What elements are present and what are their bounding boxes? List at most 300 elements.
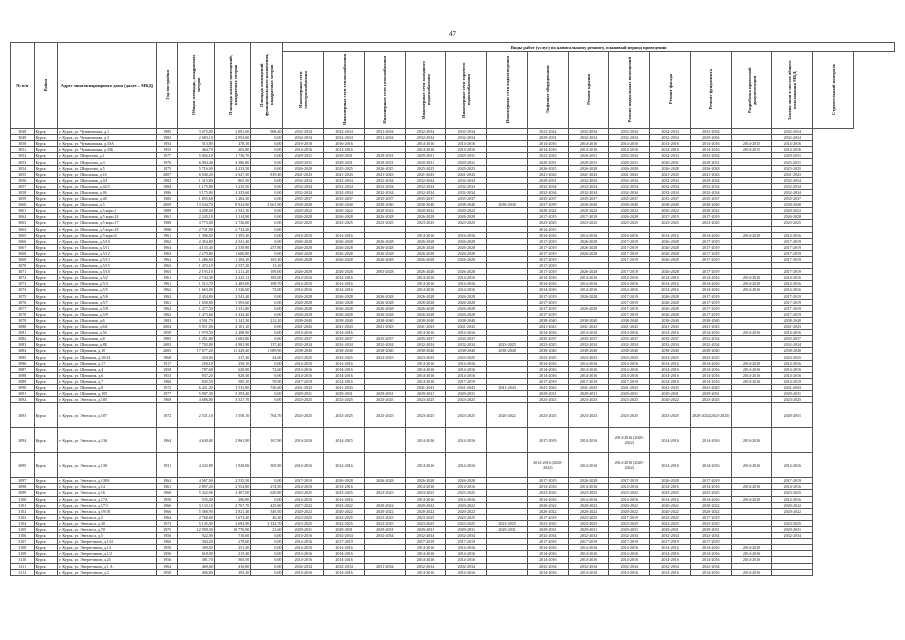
table-cell: 1962 xyxy=(156,305,177,311)
table-cell: Курск xyxy=(34,533,58,539)
table-cell: 2014-2016 xyxy=(324,378,365,384)
table-cell: 286,80 xyxy=(214,496,250,502)
table-cell: Курск xyxy=(34,539,58,545)
table-cell: 2023-2025 xyxy=(568,520,609,526)
table-cell: 2023-2025 xyxy=(405,220,446,226)
table-cell: 845,50 xyxy=(178,378,214,384)
table-cell: 2023-2025 xyxy=(650,403,691,428)
table-cell: 2029-2031 xyxy=(527,526,568,532)
table-cell: 3108 xyxy=(11,545,35,551)
table-cell: 2020-2022 xyxy=(609,502,650,508)
table-cell: 2041-2043 xyxy=(650,384,691,390)
table-cell: 2023-2022 xyxy=(324,502,365,508)
table-cell: 2017-2019 xyxy=(690,311,731,317)
table-cell: 0,00 xyxy=(251,147,283,153)
table-cell: 2 554,80 xyxy=(214,484,250,490)
table-cell: 1 979,50 xyxy=(178,330,214,336)
table-cell: г. Курск, ул. Энгельса, д.136 xyxy=(58,428,157,453)
table-cell: 2014-2016 xyxy=(527,569,568,575)
table-cell: Курск xyxy=(34,453,58,478)
table-cell: 2023-2025 xyxy=(364,403,405,428)
table-cell: 2023-2025 xyxy=(690,490,731,496)
table-cell: 2014-2016 xyxy=(405,484,446,490)
table-cell: Курск xyxy=(34,508,58,514)
table-cell: Курск xyxy=(34,256,58,262)
table-cell: 3094 xyxy=(11,428,35,453)
table-cell: 1962 xyxy=(156,287,177,293)
table-cell: 1958 xyxy=(156,569,177,575)
table-cell: 2026-2028 xyxy=(446,478,487,484)
table-cell: 2032-2034 xyxy=(405,177,446,183)
table-cell: 2014-2016 xyxy=(609,281,650,287)
table-cell: Курск xyxy=(34,177,58,183)
table-cell: 0,00 xyxy=(251,226,283,232)
table-cell: 1956 xyxy=(156,557,177,563)
table-cell: 2014-2016 xyxy=(405,378,446,384)
table-cell: 2020-2022 xyxy=(324,508,365,514)
table-cell: 2014-2016 xyxy=(568,453,609,478)
table-cell: 2014-2016 xyxy=(609,330,650,336)
table-cell: 2017-2019 xyxy=(405,539,446,545)
table-cell: Курск xyxy=(34,391,58,397)
table-cell: 2014-2016 xyxy=(527,360,568,366)
table-cell: 3074 xyxy=(11,287,35,293)
table-cell: г. Курск, ул. Энгельса, д.5 xyxy=(58,533,157,539)
table-cell: г. Курск, ул. Щепкина, д.4 xyxy=(58,366,157,372)
table-cell: 2017-2019 xyxy=(609,238,650,244)
table-cell: 2020-2031 xyxy=(568,159,609,165)
table-cell: 3068 xyxy=(11,250,35,256)
table-cell: 2023-2025 xyxy=(364,514,405,520)
table-cell: 2023-2025 xyxy=(650,490,691,496)
table-cell: 2017-2019 xyxy=(690,244,731,250)
header-col-10: Лифтовое оборудование xyxy=(527,52,568,129)
table-cell: г. Курск, ул. Энергетиков, д.1/2 xyxy=(58,551,157,557)
table-cell: г. Курск, ул. Энергетиков, д.1 А xyxy=(58,563,157,569)
table-cell: 2023-2025 xyxy=(690,220,731,226)
table-cell: Курск xyxy=(34,557,58,563)
table-cell: 0,00 xyxy=(251,196,283,202)
table-cell: 2026-2028 xyxy=(446,256,487,262)
table-cell: 2026-2025 xyxy=(527,165,568,171)
repair-schedule-table xyxy=(10,42,895,576)
table-cell: 2026-2028 xyxy=(364,244,405,250)
table-cell: 2014-2016 xyxy=(650,275,691,281)
table-cell: 2014-2016 xyxy=(527,496,568,502)
table-cell: 2026-2028 xyxy=(568,305,609,311)
table-cell: 2022-2023 xyxy=(527,153,568,159)
table-cell: 3048 xyxy=(11,129,35,135)
table-cell: г. Курск, ул. Школьная, д.16 xyxy=(58,171,157,177)
table-cell: 2035-2037 xyxy=(446,196,487,202)
table-cell: 274,50 xyxy=(251,484,283,490)
table-cell: 2020-2022 xyxy=(568,502,609,508)
table-cell: 3081 xyxy=(11,330,35,336)
table-cell: 2023-2025 xyxy=(527,342,568,348)
table-cell: 3058 xyxy=(11,189,35,195)
table-cell: 305,50 xyxy=(214,557,250,563)
header-col-17: Строительный контроль xyxy=(813,52,854,129)
table-cell: 2014-2016 xyxy=(650,557,691,563)
table-cell: 2014-2016 xyxy=(731,484,772,490)
table-cell: 2017-2022 xyxy=(283,502,324,508)
table-cell: 2026-2028 xyxy=(324,293,365,299)
table-cell: 2029-2031 xyxy=(527,135,568,141)
table-cell: 3104 xyxy=(11,520,35,526)
table-cell: 2026-2028 xyxy=(324,244,365,250)
table-cell: 2023-2025 xyxy=(364,490,405,496)
table-cell: 2014-2016 xyxy=(772,372,813,378)
table-cell: 2032-2034 xyxy=(609,135,650,141)
table-cell: 5 393,40 xyxy=(214,391,250,397)
table-cell: 2026-2028 xyxy=(405,299,446,305)
table-cell: 2023-2025 xyxy=(772,520,813,526)
table-cell: 2029-2031 xyxy=(446,526,487,532)
table-cell: 2032-2034 xyxy=(527,533,568,539)
table-cell: 2038-2040 xyxy=(772,317,813,323)
table-cell: 2032-2034 xyxy=(283,177,324,183)
table-cell: 3060 xyxy=(11,202,35,208)
table-cell: 2025-2025 xyxy=(772,165,813,171)
table-cell: 1956 xyxy=(156,533,177,539)
table-cell: 620,80 xyxy=(251,490,283,496)
table-cell: 2026-2028 xyxy=(324,238,365,244)
table-cell: 1 286,60 xyxy=(178,256,214,262)
table-cell: г. Курск, ул. Чумаковская, д.3 xyxy=(58,135,157,141)
table-cell: 2017-2019 xyxy=(446,539,487,545)
table-cell: 2032-2034 xyxy=(324,183,365,189)
table-cell: Курск xyxy=(34,397,58,403)
table-cell: 2038-2040 xyxy=(405,317,446,323)
table-cell: г. Курск, ул. Энгельса, д.16 xyxy=(58,490,157,496)
table-cell: 2017-2019 xyxy=(772,238,813,244)
table-cell: 2026-2025 xyxy=(364,165,405,171)
table-cell: г. Курск, ул. Энгельса, д.30 xyxy=(58,520,157,526)
table-cell: Курск xyxy=(34,250,58,256)
table-cell: 5 716,00 xyxy=(178,165,214,171)
table-cell: 2014-2016 xyxy=(650,453,691,478)
table-cell: 13,10 xyxy=(251,263,283,269)
table-cell: 2032-2034 xyxy=(446,177,487,183)
table-cell: 0,00 xyxy=(251,478,283,484)
table-cell: 2038-2040 xyxy=(527,348,568,354)
table-cell: 2017-2019 xyxy=(690,238,731,244)
table-cell: 2020-2022 xyxy=(364,208,405,214)
table-cell: 3084 xyxy=(11,348,35,354)
table-cell: 0,00 xyxy=(251,324,283,330)
table-cell: 2026-2028 xyxy=(690,165,731,171)
table-cell: 0,00 xyxy=(251,293,283,299)
table-cell: 2023-2025 xyxy=(364,397,405,403)
table-cell: 2014-2016 xyxy=(568,141,609,147)
table-cell: 2 731,90 xyxy=(178,226,214,232)
table-cell: 2041-2043 xyxy=(609,324,650,330)
table-cell: 2029-2031 xyxy=(283,159,324,165)
table-cell: 2 767,70 xyxy=(214,502,250,508)
table-cell: 2026-2028 xyxy=(283,293,324,299)
table-cell: 2026-2028 xyxy=(446,250,487,256)
table-cell: 2025-2031 xyxy=(772,159,813,165)
table-cell: Курск xyxy=(34,153,58,159)
table-cell: Курск xyxy=(34,496,58,502)
table-cell: 2020-2022 xyxy=(690,508,731,514)
table-cell: 968,40 xyxy=(251,129,283,135)
table-cell: г. Курск, ул. Школьная, д.5/7 xyxy=(58,299,157,305)
table-cell: 2023-2025 xyxy=(568,220,609,226)
table-cell: 2016-2016 xyxy=(446,232,487,238)
table-cell: 1968 xyxy=(156,490,177,496)
table-cell: 13 944,70 xyxy=(178,202,214,208)
table-cell: 2041-2043 xyxy=(690,324,731,330)
table-cell: 3107 xyxy=(11,539,35,545)
table-cell: 3097 xyxy=(11,478,35,484)
table-cell: 865,50 xyxy=(214,177,250,183)
table-cell: 2017-2019 xyxy=(609,269,650,275)
table-cell: 2032-2034 xyxy=(772,177,813,183)
table-cell: 369,50 xyxy=(178,545,214,551)
header-col-14: Ремонт фундамента xyxy=(690,52,731,129)
table-cell: Курск xyxy=(34,305,58,311)
table-cell: 2035-2037 xyxy=(405,336,446,342)
table-cell: 2032-2034 xyxy=(324,563,365,569)
table-cell: 2017-2019 xyxy=(527,263,568,269)
table-cell: 2 821,40 xyxy=(214,508,250,514)
table-cell: г. Курск, ул. Щепкина, д.6 xyxy=(58,372,157,378)
table-cell: 2032-2034 xyxy=(568,129,609,135)
table-cell: 2029-2031 xyxy=(772,391,813,397)
table-cell: 2026-2028 xyxy=(650,311,691,317)
table-cell: 2 539,80 xyxy=(214,244,250,250)
table-cell: 2014-2016 xyxy=(527,557,568,563)
table-cell: 2023-2025 xyxy=(527,354,568,360)
table-cell: 2014-2016 xyxy=(731,366,772,372)
table-cell: 2029-2031 xyxy=(772,153,813,159)
table-cell: 189,00 xyxy=(251,269,283,275)
table-cell: 2014-2016 xyxy=(568,569,609,575)
table-cell: Курск xyxy=(34,526,58,532)
table-cell: 2035-2037 xyxy=(650,336,691,342)
table-cell: 937,20 xyxy=(178,372,214,378)
table-cell: 3080 xyxy=(11,324,35,330)
table-cell: 1988 xyxy=(156,220,177,226)
table-cell: 2041-2043 xyxy=(487,384,528,390)
header-col-5: Инженерные сети теплоснабжения xyxy=(324,52,365,129)
table-cell: 2017-2019 xyxy=(527,250,568,256)
table-cell: 2 225,12 xyxy=(214,275,250,281)
table-cell: 2023-2025 xyxy=(405,354,446,360)
table-cell: 3 773,00 xyxy=(178,220,214,226)
table-cell: 2032-2034 xyxy=(283,135,324,141)
table-cell: г. Курск, ул. Школьная, д.5 корп.14 xyxy=(58,214,157,220)
table-cell: 2025-2025 xyxy=(446,165,487,171)
table-cell: г. Курск, ул. Школьная, д.5/16 xyxy=(58,269,157,275)
table-cell: 2017-2019 xyxy=(527,256,568,262)
table-cell: 3071 xyxy=(11,269,35,275)
table-cell: 7 702,80 xyxy=(178,342,214,348)
table-cell: 1955 xyxy=(156,147,177,153)
table-cell: 2017-2019 xyxy=(283,378,324,384)
table-cell: 1976 xyxy=(156,159,177,165)
table-cell: 2014-2016 xyxy=(731,281,772,287)
table-cell xyxy=(364,453,405,478)
table-cell: 1964 xyxy=(156,563,177,569)
table-cell: 2014-2016 (2020-2022) xyxy=(609,453,650,478)
table-cell: 2032-2034 xyxy=(324,342,365,348)
table-cell: 2014-2016 xyxy=(731,496,772,502)
table-cell: 2014-2016 xyxy=(405,281,446,287)
table-cell: 2020-2022 xyxy=(772,502,813,508)
table-cell: 4 208,00 xyxy=(178,208,214,214)
table-cell: 0,00 xyxy=(251,165,283,171)
table-cell: 2038-2040 xyxy=(487,202,528,208)
table-cell: 2032-2034 xyxy=(650,153,691,159)
table-cell: 2026-2028 xyxy=(364,250,405,256)
table-cell: 2014-2016 xyxy=(446,496,487,502)
table-cell: г. Курск, ул. Школьная, д.4/1 xyxy=(58,177,157,183)
table-cell: 2014-2016 xyxy=(527,366,568,372)
table-cell: г. Курск, ул. Школьная, д.48 xyxy=(58,196,157,202)
table-cell: 2032-2034 xyxy=(283,129,324,135)
table-cell: 2017-2019 xyxy=(527,238,568,244)
table-cell: 2023-2025 xyxy=(487,342,528,348)
table-cell: 3 133,10 xyxy=(178,502,214,508)
table-cell: 2017-2019 xyxy=(690,299,731,305)
table-cell: 2023-2025 xyxy=(324,520,365,526)
table-cell: 2014-2016 xyxy=(446,545,487,551)
table-cell: 2029-2031 xyxy=(650,526,691,532)
table-cell: 2032-2034 xyxy=(568,183,609,189)
table-cell: 2005 xyxy=(156,348,177,354)
table-cell: 3056 xyxy=(11,177,35,183)
table-cell: 2014-2016 xyxy=(609,360,650,366)
table-cell: Курск xyxy=(34,171,58,177)
table-cell: 2026-2028 xyxy=(364,238,405,244)
table-cell: 2041-2043 xyxy=(446,324,487,330)
table-cell: 3049 xyxy=(11,135,35,141)
table-cell: 2014-2016 xyxy=(446,275,487,281)
table-cell: 2020-2031 xyxy=(405,159,446,165)
table-cell: 381,70 xyxy=(178,557,214,563)
table-cell: 2017-2019 xyxy=(690,250,731,256)
table-cell: 2026-2028 xyxy=(568,244,609,250)
table-cell: 2023-2025 xyxy=(364,220,405,226)
table-cell: 2026-2028 xyxy=(283,256,324,262)
table-cell: 2029-2031 xyxy=(690,391,731,397)
table-cell: 2032-2034 xyxy=(690,129,731,135)
table-cell: 2023-2025 xyxy=(568,354,609,360)
table-cell: 2020-2022 xyxy=(650,397,691,403)
table-cell: 2029-2031 xyxy=(364,153,405,159)
header-col-13: Ремонт фасада xyxy=(650,52,691,129)
table-cell: 2014-2016 xyxy=(772,141,813,147)
table-cell: 2014-2016 xyxy=(446,281,487,287)
table-cell: 2026-2028 xyxy=(446,305,487,311)
table-cell: г. Курск, ул. Энгельса, д.2 xyxy=(58,514,157,520)
table-cell: 257,80 xyxy=(251,244,283,250)
table-cell: 2032-2034 xyxy=(609,533,650,539)
table-cell: 3051 xyxy=(11,147,35,153)
table-cell: Курск xyxy=(34,478,58,484)
table-cell: 2032-2034 xyxy=(650,189,691,195)
table-cell: 618,00 xyxy=(178,551,214,557)
table-cell: 2029-2031 xyxy=(650,391,691,397)
table-cell: 2026-2028 xyxy=(364,214,405,220)
table-cell: 1965 xyxy=(156,269,177,275)
table-cell: 2014-2016 xyxy=(405,545,446,551)
table-cell: 1985 xyxy=(156,196,177,202)
table-cell: 3057 xyxy=(11,183,35,189)
table-cell xyxy=(487,569,528,575)
table-cell: 1964 xyxy=(156,514,177,520)
table-cell: 2020-2022 xyxy=(487,403,528,428)
table-cell: 2017-2019 xyxy=(609,311,650,317)
table-cell: 1966 xyxy=(156,508,177,514)
table-cell: Курск xyxy=(34,189,58,195)
table-cell: 2020-2022 xyxy=(527,508,568,514)
table-cell: 513,80 xyxy=(178,141,214,147)
table-cell: 1959 xyxy=(156,330,177,336)
table-cell: 3091 xyxy=(11,391,35,397)
table-cell: 2026-2028 xyxy=(324,256,365,262)
table-cell: 2014-2016 xyxy=(446,484,487,490)
table-cell: 2041-2043 xyxy=(324,384,365,390)
table-cell: г. Курск, ул. Энгельса, д.138 xyxy=(58,453,157,478)
table-cell: 2026-2028 xyxy=(283,244,324,250)
table-cell: 2014-2016 xyxy=(609,484,650,490)
table-cell: 2014-2016 xyxy=(446,569,487,575)
table-cell: 2014-2016 xyxy=(405,360,446,366)
table-cell xyxy=(364,428,405,453)
table-cell: 2026-2028 xyxy=(283,165,324,171)
table-cell: г. Курск, ул. Щепкина, д.10 xyxy=(58,348,157,354)
table-cell: 2014-2016 xyxy=(690,330,731,336)
table-cell: 1988 xyxy=(156,226,177,232)
table-cell: г. Курск, ул. Щепкина, д.17 xyxy=(58,360,157,366)
table-cell: 1984 xyxy=(156,183,177,189)
table-cell: 3093 xyxy=(11,403,35,428)
table-cell: 2014-2016 xyxy=(324,372,365,378)
table-cell: 0,00 xyxy=(251,336,283,342)
table-cell: 1969 xyxy=(156,397,177,403)
table-cell: 2026-2028 xyxy=(405,250,446,256)
header-col-4: Инженерные сети электроснабжения xyxy=(283,52,324,129)
table-cell: 2014-2016 xyxy=(324,569,365,575)
table-cell: 2014-2016 xyxy=(405,275,446,281)
table-cell: 3079 xyxy=(11,317,35,323)
table-cell: 2014-2016 xyxy=(772,453,813,478)
table-cell: 2017-2019 xyxy=(609,305,650,311)
table-cell: 2038-2040 xyxy=(446,348,487,354)
table-cell: 1961 xyxy=(156,484,177,490)
table-cell: 2038-2040 xyxy=(650,317,691,323)
table-cell: 1977 xyxy=(156,153,177,159)
table-cell: 2017-2019 xyxy=(690,305,731,311)
table-cell: 2035-2037 xyxy=(364,196,405,202)
table-cell: 3052 xyxy=(11,153,35,159)
table-cell xyxy=(772,569,813,575)
table-cell: 2038-2040 xyxy=(690,317,731,323)
table-cell: 2014-2016 xyxy=(609,287,650,293)
header-col-6: Инженерные сети газоснабжения xyxy=(364,52,405,129)
table-cell: 1 284,10 xyxy=(214,256,250,262)
table-row xyxy=(11,428,895,453)
table-cell: 4 101,10 xyxy=(214,324,250,330)
table-cell: 2014-2016 xyxy=(772,275,813,281)
table-cell: 3070 xyxy=(11,263,35,269)
table-cell: 2032-2034 xyxy=(609,189,650,195)
table-cell: 2026-2028 xyxy=(609,165,650,171)
table-cell: 2014-2016 xyxy=(527,372,568,378)
